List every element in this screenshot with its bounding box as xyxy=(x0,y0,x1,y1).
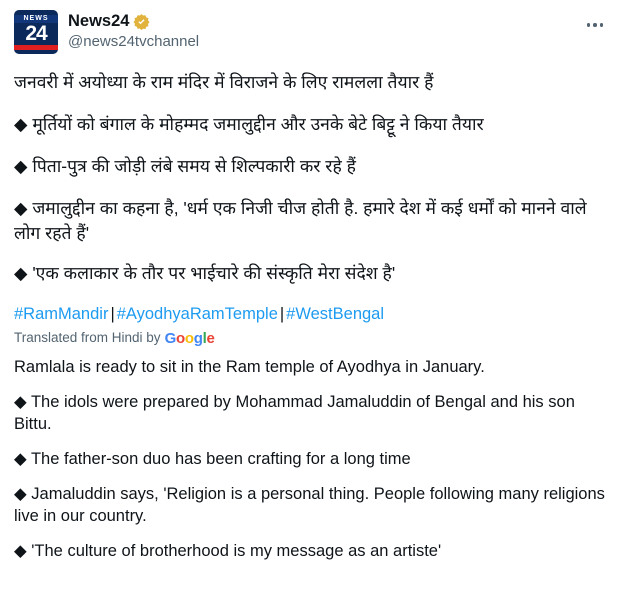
hashtag-separator-1: | xyxy=(110,305,115,323)
google-logo-o1: o xyxy=(175,329,185,347)
account-names xyxy=(68,10,199,52)
more-options-icon[interactable] xyxy=(582,16,608,34)
english-line-3: ◆ The father-son duo has been crafting for a long time xyxy=(14,450,411,468)
hashtag-row xyxy=(14,303,608,325)
account-handle[interactable]: @news24tvchannel xyxy=(68,33,200,50)
translation-note xyxy=(14,329,608,347)
avatar[interactable] xyxy=(14,10,58,54)
english-line-2: ◆ The idols were prepared by Mohammad Jamaluddin of Bengal and his son Bittu. xyxy=(14,393,575,433)
translation-note-text: Translated from Hindi by xyxy=(14,330,161,345)
hindi-line-2: ◆ मूर्तियों को बंगाल के मोहम्मद जमालुद्दीन और उनके बेटे बिट्टू ने किया तैयार xyxy=(14,114,484,134)
avatar-number: 24 xyxy=(25,21,47,45)
english-line-4: ◆ Jamaluddin says, 'Religion is a personal thing. People following many religions live in our country. xyxy=(14,485,605,525)
verified-icon xyxy=(133,13,150,30)
english-line-1: Ramlala is ready to sit in the Ram temple of Ayodhya in January. xyxy=(14,358,485,376)
avatar-red-bar xyxy=(14,45,58,50)
tweet-header xyxy=(14,10,608,62)
google-logo-l: l xyxy=(202,329,207,347)
hindi-line-1: जनवरी में अयोध्या के राम मंदिर में विराजने के लिए रामलला तैयार हैं xyxy=(14,72,434,92)
display-name[interactable]: News24 xyxy=(68,12,130,30)
hashtag-ram-mandir[interactable]: #RamMandir xyxy=(14,305,109,323)
google-logo-g2: g xyxy=(193,329,203,347)
google-logo xyxy=(165,331,215,346)
display-name-row xyxy=(68,11,199,31)
hindi-line-4: ◆ जमालुद्दीन का कहना है, 'धर्म एक निजी चीज होती है. हमारे देश में कई धर्मों को मानने वाले लोग रहते हैं' xyxy=(14,198,587,243)
hashtag-separator-2: | xyxy=(279,305,285,323)
tweet-body xyxy=(14,62,608,562)
google-logo-o2: o xyxy=(184,329,194,347)
english-line-5: ◆ 'The culture of brotherhood is my message as an artiste' xyxy=(14,542,442,560)
hashtag-ayodhya-ram-temple[interactable]: #AyodhyaRamTemple xyxy=(116,305,278,323)
hindi-line-3: ◆ पिता-पुत्र की जोड़ी लंबे समय से शिल्पकारी कर रहे हैं xyxy=(14,156,356,176)
avatar-top-word: NEWS xyxy=(14,15,58,23)
google-logo-e: e xyxy=(206,329,215,347)
hindi-line-5: ◆ 'एक कलाकार के तौर पर भाईचारे की संस्कृति मेरा संदेश है' xyxy=(14,263,396,283)
google-logo-g1: G xyxy=(164,329,176,347)
hashtag-west-bengal[interactable]: #WestBengal xyxy=(286,305,385,323)
